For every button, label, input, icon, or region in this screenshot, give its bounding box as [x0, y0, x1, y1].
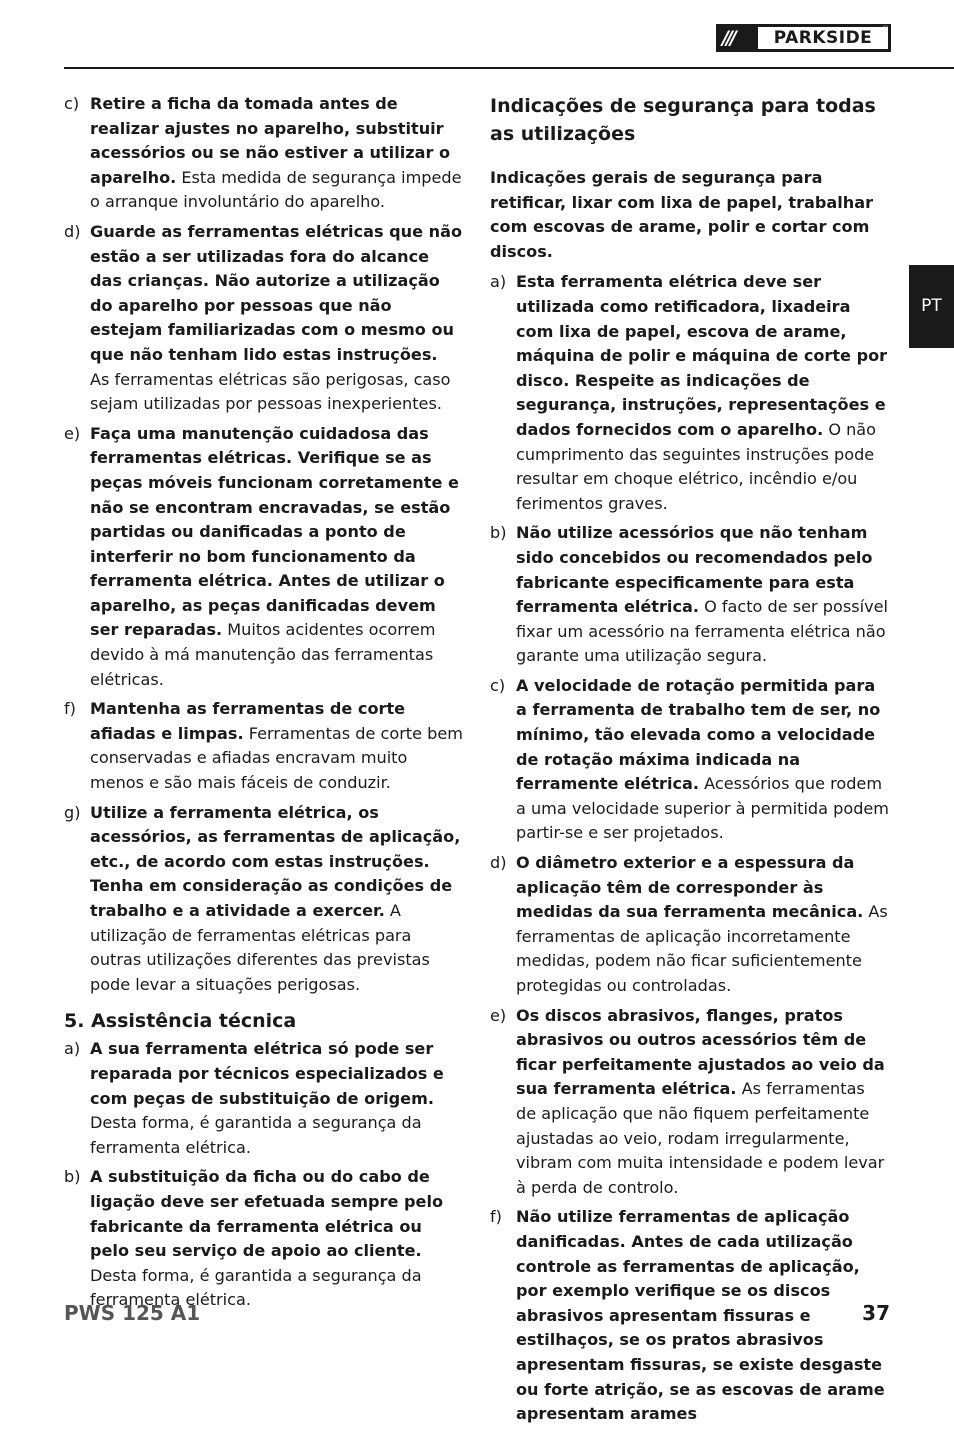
left-column [64, 92, 464, 1318]
item-label: c) [490, 675, 506, 695]
item-bold-text: A velocidade de rotação permitida para a ferramenta de trabalho tem de ser, no mínimo, tão elevada como a velocidade de rotação máxima indicada na ferramente elétrica. [516, 675, 881, 794]
list-item [64, 697, 464, 795]
section-heading: 5. Assistência técnica [64, 1010, 297, 1033]
list-item [490, 851, 890, 999]
item-text [90, 220, 464, 417]
item-text [516, 851, 890, 999]
item-normal-text: As ferramentas de aplicação incorretamente medidas, podem não ficar suficientemente protegidas ou controladas. [516, 902, 888, 995]
item-bold-text: Retire a ficha da tomada antes de realizar ajustes no aparelho, substituir acessórios ou se não estiver a utilizar o aparelho. [90, 94, 451, 187]
list-item [490, 1205, 890, 1426]
page-number: 37 [862, 1301, 890, 1325]
item-bold-text: Não utilize ferramentas de aplicação danificadas. Antes de cada utilização controle as ferramentas de aplicação, por exemplo verifique se os discos abrasivos apresentam fissuras e estilhaços, se os pratos abrasivos apresentam fissuras, se existe desgaste ou forte atrição, se as escovas de arame apresentam arames [516, 1207, 885, 1424]
item-bold-text: Utilize a ferramenta elétrica, os acessórios, as ferramentas de aplicação, etc., de acordo com estas instruções. Tenha em consideração as condições de trabalho e a atividade a exercer. [90, 802, 461, 920]
item-normal-text: Esta medida de segurança impede o arranque involuntário do aparelho. [90, 167, 462, 212]
item-label: e) [490, 1005, 507, 1025]
header-rule [64, 67, 954, 69]
item-normal-text: Desta forma, é garantida a segurança da ferramenta elétrica. [90, 1113, 422, 1157]
item-normal-text: Muitos acidentes ocorrem devido à má manutenção das ferramentas elétricas. [90, 620, 436, 689]
item-label: g) [64, 802, 81, 822]
item-label: a) [490, 272, 507, 292]
item-text [90, 801, 464, 998]
item-label: d) [64, 221, 81, 241]
item-bold-text: Guarde as ferramentas elétricas que não estão a ser utilizadas fora do alcance das crianças. Não autorize a utilização do aparelho por pessoas que não estejam familiarizadas com o mesmo ou que não tenham lido estas instruções. [90, 221, 463, 364]
item-bold-text: Os discos abrasivos, flanges, pratos abrasivos ou outros acessórios têm de ficar perfeitamente ajustados ao veio da sua ferramenta elétrica. [516, 1005, 885, 1099]
item-text [516, 521, 890, 669]
item-label: f) [490, 1207, 502, 1227]
item-bold-text: Não utilize acessórios que não tenham sido concebidos ou recomendados pelo fabricante especificamente para esta ferramenta elétrica. [516, 523, 873, 617]
item-normal-text: Desta forma, é garantida a segurança da ferramenta elétrica. [90, 1265, 422, 1310]
list-item [64, 92, 464, 215]
item-label: b) [64, 1167, 81, 1187]
right-heading: Indicações de segurança para todas as utilizações [490, 95, 876, 145]
item-text [516, 1004, 890, 1201]
left-items [64, 92, 464, 997]
logo-registered-mark: ® [882, 25, 889, 33]
item-bold-text: O diâmetro exterior e a espessura da aplicação têm de corresponder às medidas da sua ferramenta mecânica. [516, 853, 864, 922]
list-item [64, 1037, 464, 1160]
item-text [516, 674, 890, 846]
list-item [490, 674, 890, 846]
item-text [90, 1037, 464, 1160]
list-item [490, 270, 890, 516]
item-label: c) [64, 94, 80, 113]
right-items [490, 270, 890, 1426]
list-item [64, 422, 464, 693]
item-label: f) [64, 699, 76, 719]
item-text [516, 270, 890, 516]
item-extra-note: As ferramentas elétricas são perigosas, caso sejam utilizadas por pessoas inexperientes. [90, 369, 451, 414]
item-normal-text: Acessórios que rodem a uma velocidade superior à permitida podem partir-se e ser projetados. [516, 774, 889, 843]
list-item [64, 801, 464, 998]
item-text [90, 92, 464, 215]
item-bold-text: Mantenha as ferramentas de corte afiadas e limpas. [90, 699, 406, 743]
item-text [90, 697, 464, 795]
footer-model: PWS 125 A1 [64, 1301, 201, 1325]
item-normal-text: O não cumprimento das seguintes instruções pode resultar em choque elétrico, incêndio e/ou ferimentos graves. [516, 419, 877, 513]
item-bold-text: A substituição da ficha ou do cabo de ligação deve ser efetuada sempre pelo fabricante da ferramenta elétrica ou pelo seu serviço de apoio ao cliente. [90, 1167, 444, 1261]
logo-name: PARKSIDE [758, 27, 888, 49]
item-text [516, 1205, 890, 1426]
item-text [90, 1165, 464, 1313]
list-item [490, 521, 890, 669]
item-label: a) [64, 1039, 81, 1059]
right-intro: Indicações gerais de segurança para retificar, lixar com lixa de papel, trabalhar com escovas de arame, polir e cortar com discos. [490, 168, 874, 261]
list-item [64, 1165, 464, 1313]
logo-slashes: /// [722, 27, 734, 49]
item-normal-text: O facto de ser possível fixar um acessório na ferramenta elétrica não garante uma utilização segura. [516, 597, 888, 666]
item-label: d) [490, 853, 507, 873]
item-bold-text: A sua ferramenta elétrica só pode ser reparada por técnicos especializados e com peças de substituição de origem. [90, 1039, 444, 1108]
parkside-logo [716, 24, 891, 52]
item-label: b) [490, 523, 507, 543]
section-items [64, 1037, 464, 1313]
item-text [90, 422, 464, 693]
item-normal-text: As ferramentas de aplicação que não fiquem perfeitamente ajustadas ao veio, rodam irregularmente, vibram com muita intensidade e podem levar à perda de controlo. [516, 1079, 885, 1197]
language-tab: PT [909, 265, 954, 348]
item-label: e) [64, 423, 81, 443]
item-bold-text: Esta ferramenta elétrica deve ser utilizada como retificadora, lixadeira com lixa de papel, escova de arame, máquina de polir e máquina de corte por disco. Respeite as indicações de segurança, instruções, representações e dados fornecidos com o aparelho. [516, 272, 888, 439]
list-item [64, 220, 464, 417]
right-column [490, 92, 890, 1432]
item-normal-text: Ferramentas de corte bem conservadas e afiadas encravam muito menos e são mais fáceis de conduzir. [90, 723, 463, 793]
item-normal-text: A utilização de ferramentas elétricas para outras utilizações diferentes das previstas pode levar a situações perigosas. [90, 901, 430, 994]
list-item [490, 1004, 890, 1201]
item-bold-text: Faça uma manutenção cuidadosa das ferramentas elétricas. Verifique se as peças móveis funcionam corretamente e não se encontram encravadas, se estão partidas ou danificadas a ponto de interferir no bom funcionamento da ferramenta elétrica. Antes de utilizar o aparelho, as peças danificadas devem ser reparadas. [90, 423, 459, 640]
